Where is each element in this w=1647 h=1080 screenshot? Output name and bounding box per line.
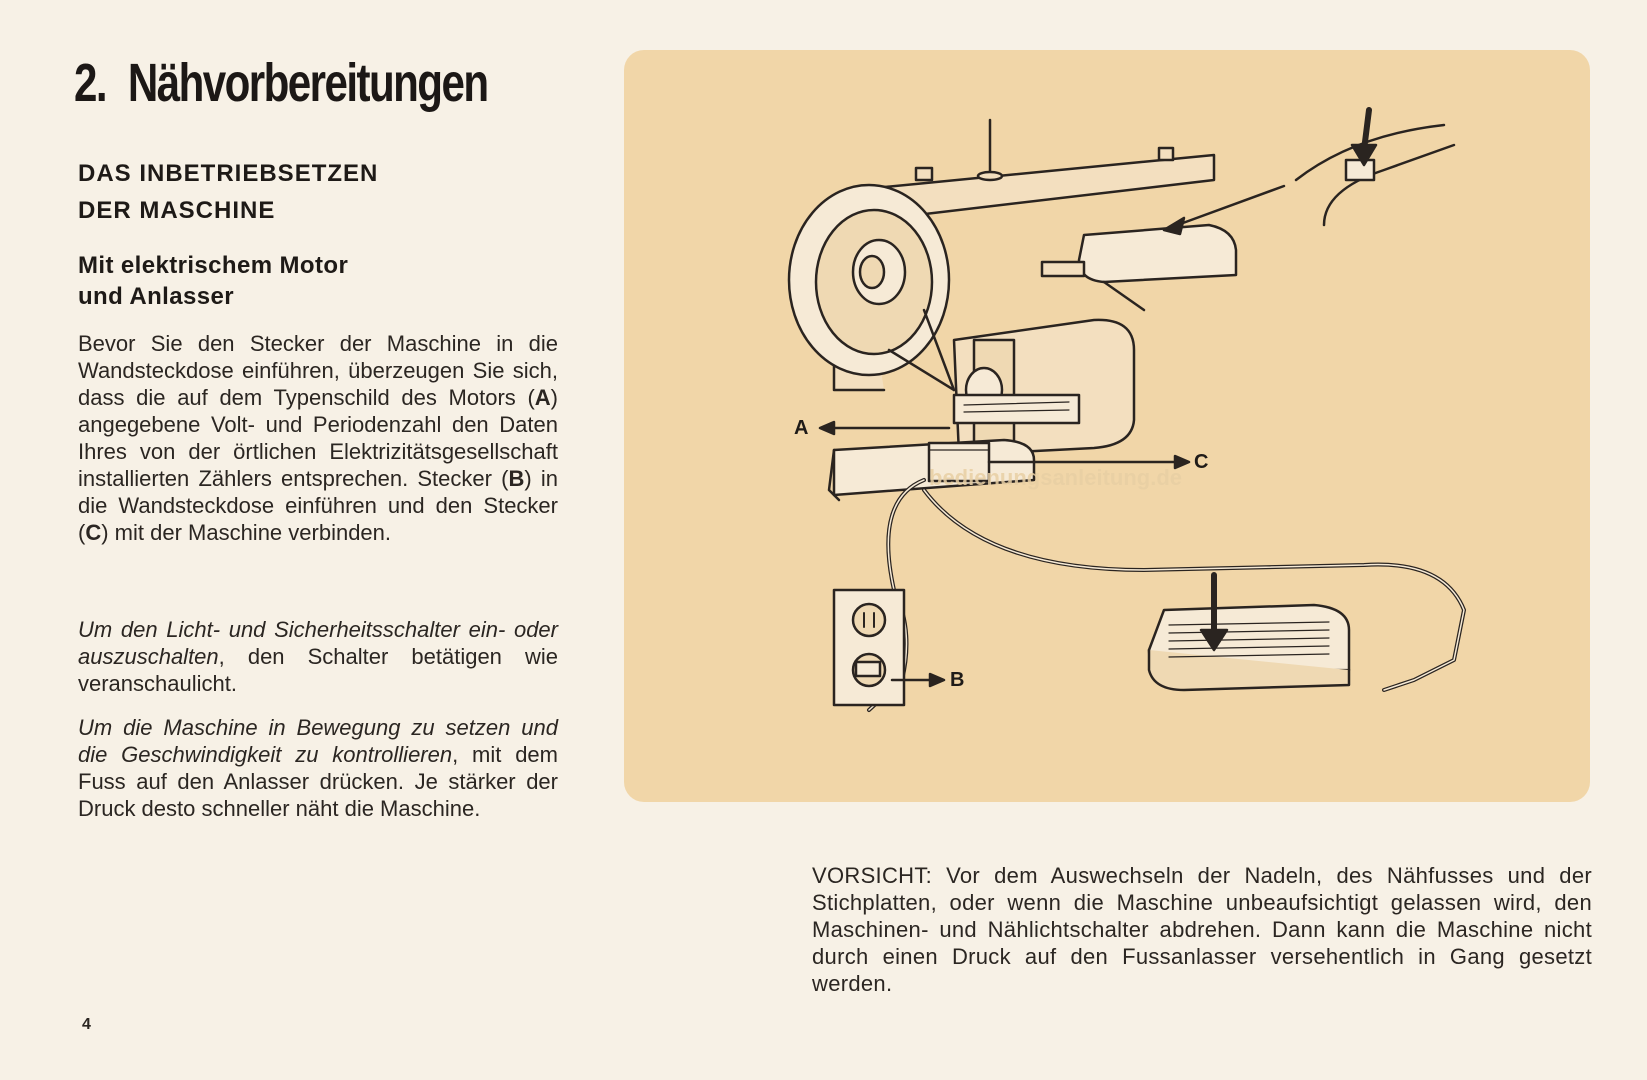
- label-b: B: [950, 669, 965, 691]
- subsection-title-line1: Mit elektrischem Motor: [78, 252, 349, 279]
- instruction-paragraph-plug: [78, 330, 558, 546]
- subsection-title-line2: und Anlasser: [78, 283, 234, 310]
- p2-text: , den Schalter betätigen wie veranschaulicht.: [78, 644, 558, 696]
- sewing-machine-illustration: [624, 50, 1590, 802]
- label-c: C: [1194, 451, 1209, 473]
- section-title: [78, 155, 378, 229]
- p1-ref-c: C: [85, 520, 102, 545]
- instruction-paragraph-switch: [78, 616, 558, 697]
- p2-italic: Um den Licht- und Sicherheitsschalter ein- oder auszuschalten: [78, 617, 558, 669]
- p1-ref-b: B: [508, 466, 525, 491]
- instruction-paragraph-speed: [78, 714, 558, 822]
- label-a: A: [794, 417, 809, 439]
- p3-text: , mit dem Fuss auf den Anlasser drücken. Je stärker der Druck desto schneller näht die Maschine.: [78, 742, 558, 821]
- page-number: 4: [82, 1016, 91, 1033]
- section-title-line1: DAS INBETRIEBSETZEN: [78, 160, 379, 187]
- warning-notice: VORSICHT: Vor dem Auswechseln der Nadeln, des Nähfusses und der Stichplatten, oder wenn die Maschine unbeaufsichtigt gelassen wird, den Maschinen- und Nählichtschalter abdrehen. Dann kann die Maschine nicht durch einen Druck auf den Fussanlasser versehentlich in Gang gesetzt werden.: [812, 863, 1592, 996]
- machine-drawing: [624, 50, 1590, 802]
- p1-text-1: Bevor Sie den Stecker der Maschine in die Wandsteckdose einführen, überzeugen Sie sich, dass die auf dem Typenschild des Motors (: [78, 331, 558, 410]
- section-title-line2: DER MASCHINE: [78, 197, 276, 224]
- chapter-number: 2.: [74, 53, 107, 113]
- chapter-heading: [74, 52, 487, 114]
- p1-text-2: ) angegebene Volt- und Periodenzahl den Daten Ihres von der örtlichen Elektrizitätsgesellschaft installierten Zählers entsprechen. Stecker (: [78, 385, 558, 491]
- p1-text-3: ) in die Wandsteckdose einführen und den Stecker (: [78, 466, 558, 545]
- subsection-title: [78, 250, 348, 312]
- chapter-title: Nähvorbereitungen: [127, 53, 488, 113]
- watermark-text: bedienungsanleitung.de: [929, 465, 1183, 490]
- p3-italic: Um die Maschine in Bewegung zu setzen und die Geschwindigkeit zu kontrollieren: [78, 715, 558, 767]
- p1-text-4: ) mit der Maschine verbinden.: [101, 520, 392, 545]
- p1-ref-a: A: [534, 385, 551, 410]
